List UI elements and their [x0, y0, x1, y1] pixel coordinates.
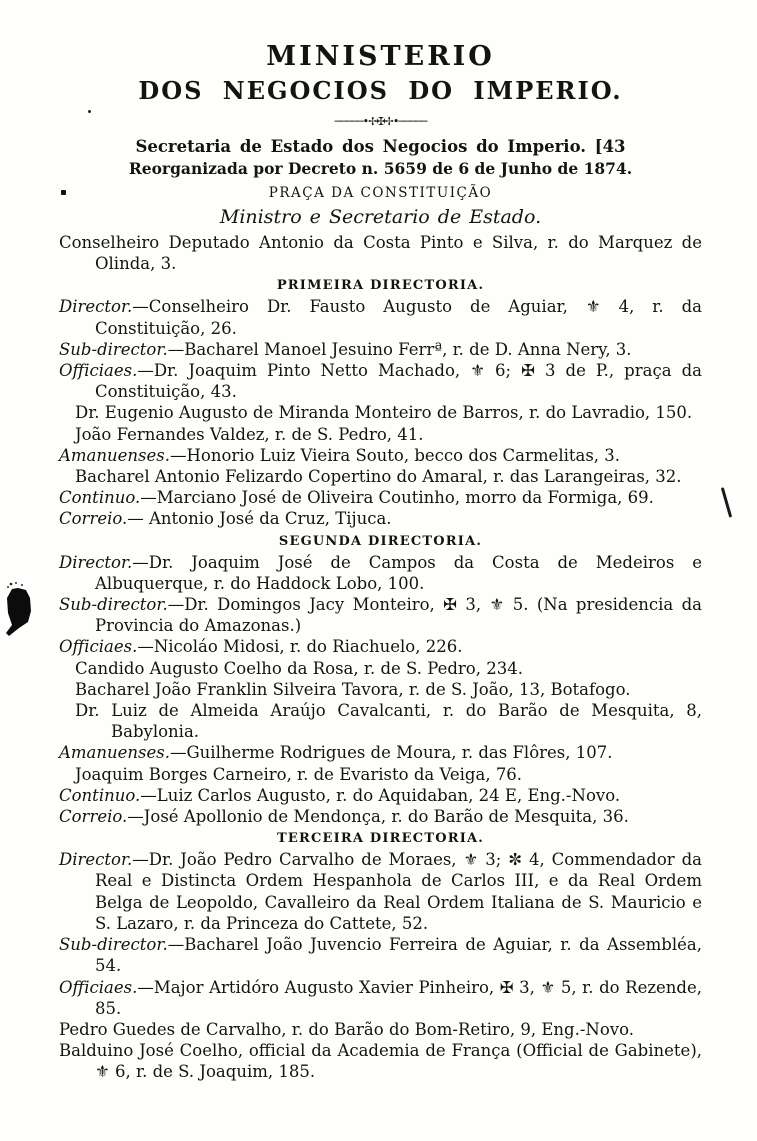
- entry-text: Joaquim Borges Carneiro, r. de Evaristo da Veiga, 76.: [75, 764, 523, 784]
- minister-heading: Ministro e Secretario de Estado.: [219, 206, 542, 228]
- role-label: Correio.: [59, 509, 128, 529]
- directory-entry: [59, 679, 702, 700]
- directory-entry: [59, 594, 702, 636]
- entry-text: —Dr. Domingos Jacy Monteiro, ✠ 3, ⚜ 5. (Na presidencia da Provincia do Amazonas.): [95, 595, 702, 636]
- entry-text: — Antonio José da Cruz, Tijuca.: [127, 509, 392, 529]
- role-label: Sub-director.: [59, 339, 168, 359]
- minister-entry: Conselheiro Deputado Antonio da Costa Pinto e Silva, r. do Marquez de Olinda, 3.: [59, 233, 702, 274]
- role-label: Amanuenses.: [59, 743, 170, 763]
- entry-text: Dr. Eugenio Augusto de Miranda Monteiro de Barros, r. do Lavradio, 150.: [75, 403, 693, 423]
- directory-entry: [59, 785, 702, 806]
- secretaria-heading: Secretaria de Estado dos Negocios do Imperio. [43: [135, 137, 626, 156]
- directory-entry: [59, 402, 702, 423]
- role-label: Director.: [59, 552, 133, 572]
- directory-entry: [59, 700, 702, 742]
- entry-text: —Dr. Joaquim Pinto Netto Machado, ⚜ 6; ✠ 3 de P., praça da Constituição, 43.: [95, 361, 702, 402]
- directory-entry: [59, 445, 702, 466]
- role-label: Sub-director.: [59, 935, 168, 955]
- ink-speck-artifact: [88, 110, 91, 113]
- pen-stroke-artifact: [721, 487, 732, 517]
- decree-note: Reorganizada por Decreto n. 5659 de 6 de Junho de 1874.: [128, 159, 633, 178]
- entry-text: —Luiz Carlos Augusto, r. do Aquidaban, 24 E, Eng.-Novo.: [140, 785, 621, 805]
- entry-text: —Dr. Joaquim José de Campos da Costa de Medeiros e Albuquerque, r. do Haddock Lobo, 100.: [95, 552, 702, 593]
- role-label: Amanuenses.: [59, 445, 170, 465]
- entry-text: Pedro Guedes de Carvalho, r. do Barão do Bom-Retiro, 9, Eng.-Novo.: [59, 1019, 634, 1039]
- directory-entry: [59, 934, 702, 976]
- text-block: [59, 42, 702, 1083]
- praca-heading: PRAÇA DA CONSTITUIÇÃO: [268, 185, 493, 201]
- directory-entry: [59, 508, 702, 529]
- ministry-title: MINISTERIO: [266, 41, 495, 72]
- role-label: Officiaes.: [59, 637, 138, 657]
- directory-entry: [59, 296, 702, 338]
- entry-text: João Fernandes Valdez, r. de S. Pedro, 41.: [75, 424, 424, 444]
- entry-text: Bacharel João Franklin Silveira Tavora, r. de S. João, 13, Botafogo.: [75, 679, 631, 699]
- directory-entry: [59, 552, 702, 594]
- role-label: Continuo.: [59, 488, 141, 508]
- ministry-subtitle: DOS NEGOCIOS DO IMPERIO.: [138, 76, 623, 105]
- entry-text: —Honorio Luiz Vieira Souto, becco dos Carmelitas, 3.: [170, 445, 621, 465]
- directory-entry: [59, 636, 702, 657]
- directory-entry: [59, 742, 702, 763]
- directory-entry: [59, 806, 702, 827]
- role-label: Director.: [59, 850, 133, 870]
- role-label: Officiaes.: [59, 977, 138, 997]
- role-label: Sub-director.: [59, 595, 168, 615]
- entry-text: Dr. Luiz de Almeida Araújo Cavalcanti, r. do Barão de Mesquita, 8, Babylonia.: [75, 701, 702, 742]
- entry-text: Balduino José Coelho, official da Academia de França (Official de Gabinete), ⚜ 6, r. de S. Joaquim, 185.: [59, 1041, 702, 1082]
- entry-text: Candido Augusto Coelho da Rosa, r. de S. Pedro, 234.: [75, 658, 523, 678]
- directory-entry: [59, 339, 702, 360]
- entry-text: —Conselheiro Dr. Fausto Augusto de Aguiar, ⚜ 4, r. da Constituição, 26.: [95, 297, 702, 338]
- ink-dot-artifact: [61, 190, 66, 195]
- directory-entry: [59, 849, 702, 934]
- role-label: Continuo.: [59, 785, 141, 805]
- entry-text: —Major Artidóro Augusto Xavier Pinheiro, ✠ 3, ⚜ 5, r. do Rezende, 85.: [95, 977, 702, 1018]
- directory-entry: [59, 466, 702, 487]
- entry-text: —Bacharel Manoel Jesuino Ferrª, r. de D. Anna Nery, 3.: [167, 339, 632, 359]
- directory-entry: [59, 658, 702, 679]
- directory-entry: [59, 1019, 702, 1040]
- entry-text: —José Apollonio de Mendonça, r. do Barão de Mesquita, 36.: [127, 807, 629, 827]
- directory-entry: [59, 1040, 702, 1082]
- entry-text: —Guilherme Rodrigues de Moura, r. das Flôres, 107.: [170, 743, 613, 763]
- role-label: Correio.: [59, 807, 128, 827]
- directory-entry: [59, 487, 702, 508]
- directory-entry: [59, 764, 702, 785]
- ink-blot-artifact: [3, 581, 37, 645]
- divider-ornament-icon: ─────•✢✠✢•─────: [334, 115, 427, 128]
- section-heading-terceira: TERCEIRA DIRECTORIA.: [276, 831, 485, 847]
- role-label: Officiaes.: [59, 361, 138, 381]
- entry-text: —Marciano José de Oliveira Coutinho, morro da Formiga, 69.: [140, 488, 654, 508]
- section-heading-segunda: SEGUNDA DIRECTORIA.: [278, 533, 483, 549]
- entry-text: Bacharel Antonio Felizardo Copertino do Amaral, r. das Larangeiras, 32.: [75, 467, 682, 487]
- entry-text: —Dr. João Pedro Carvalho de Moraes, ⚜ 3; ✼ 4, Commendador da Real e Distincta Ordem Hespanhola de Carlos III, e da Real Ordem Belga de Leopoldo, Cavalleiro da Real Ordem Italiana de S. Mauricio e S. Lazaro, r. da Princeza do Cattete, 52.: [95, 850, 702, 933]
- section-heading-primeira: PRIMEIRA DIRECTORIA.: [276, 278, 485, 294]
- directory-entry: [59, 424, 702, 445]
- entry-text: —Bacharel João Juvencio Ferreira de Aguiar, r. da Assembléa, 54.: [95, 935, 702, 976]
- role-label: Director.: [59, 297, 133, 317]
- directory-entry: [59, 360, 702, 402]
- directory-entry: [59, 977, 702, 1019]
- entry-text: —Nicoláo Midosi, r. do Riachuelo, 226.: [137, 637, 463, 657]
